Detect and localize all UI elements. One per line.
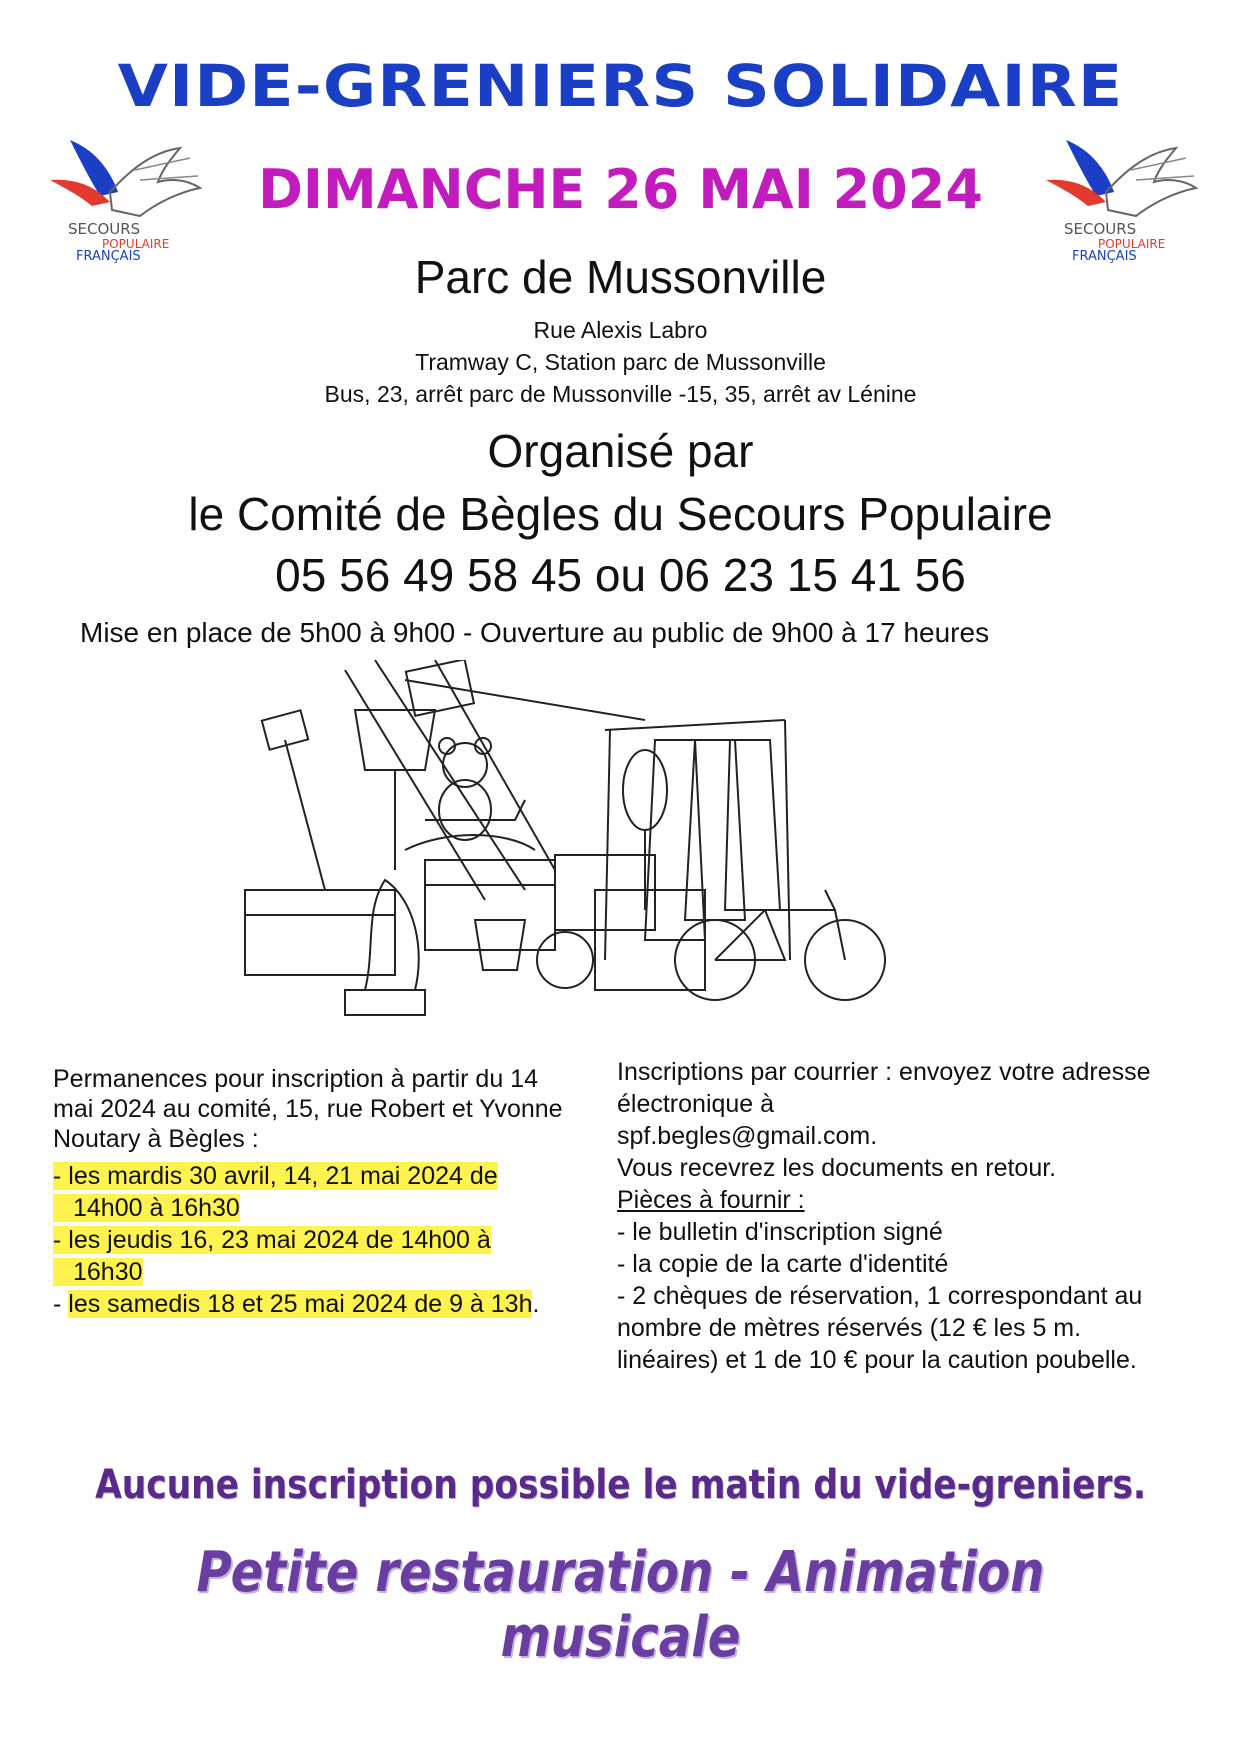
- registration-mail: [617, 1056, 1177, 1376]
- list-item: - les jeudis 16, 23 mai 2024 de 14h00 à 16h30: [53, 1226, 491, 1286]
- attic-illustration: [225, 660, 985, 1020]
- opening-hours: Mise en place de 5h00 à 9h00 - Ouverture au public de 9h00 à 17 heures: [80, 617, 990, 648]
- organizer-intro: Organisé par: [487, 425, 754, 477]
- logo-text-line2: POPULAIRE: [1098, 237, 1166, 251]
- list-item: - 2 chèques de réservation, 1 correspondant au nombre de mètres réservés (12 € les 5 m. linéaires) et 1 de 10 € pour la caution poubelle.: [617, 1282, 1143, 1374]
- location-bus: Bus, 23, arrêt parc de Mussonville -15, 35, arrêt av Lénine: [324, 381, 917, 407]
- logo-text-line1: SECOURS: [1064, 220, 1137, 238]
- organizer-name: le Comité de Bègles du Secours Populaire: [188, 488, 1053, 540]
- logo-text-line1: SECOURS: [68, 220, 141, 238]
- list-item: - les samedis 18 et 25 mai 2024 de 9 à 13h.: [53, 1290, 540, 1318]
- location-name: Parc de Mussonville: [414, 251, 827, 303]
- list-item: - la copie de la carte d'identité: [617, 1250, 949, 1278]
- organizer-phones: 05 56 49 58 45 ou 06 23 15 41 56: [275, 549, 966, 601]
- location-street: Rue Alexis Labro: [533, 317, 708, 343]
- page-title: VIDE-GRENIERS SOLIDAIRE: [117, 52, 1124, 120]
- warning-text: Aucune inscription possible le matin du vide-greniers.: [95, 1462, 1146, 1508]
- list-item: - les mardis 30 avril, 14, 21 mai 2024 de 14h00 à 16h30: [53, 1162, 498, 1222]
- logo-text-line3: FRANÇAIS: [1072, 249, 1137, 264]
- registration-in-person-intro: Permanences pour inscription à partir du 14 mai 2024 au comité, 15, rue Robert et Yvonne Noutary à Bègles :: [53, 1065, 563, 1153]
- registration-dates-list: [53, 1160, 563, 1320]
- location-tram: Tramway C, Station parc de Mussonville: [415, 349, 826, 375]
- footer-text: Petite restauration - Animation musicale: [196, 1540, 1045, 1670]
- registration-mail-intro: Inscriptions par courrier : envoyez votre adresse électronique à: [617, 1058, 1151, 1118]
- attic-junk-drawing: [225, 660, 985, 1020]
- logo-text-line2: POPULAIRE: [102, 237, 170, 251]
- logo-text-line3: FRANÇAIS: [76, 249, 141, 264]
- contact-email: spf.begles@gmail.com.: [617, 1122, 878, 1150]
- event-date: DIMANCHE 26 MAI 2024: [258, 158, 983, 221]
- pieces-title: Pièces à fournir :: [617, 1186, 805, 1214]
- registration-mail-note: Vous recevrez les documents en retour.: [617, 1154, 1057, 1182]
- list-item: - le bulletin d'inscription signé: [617, 1218, 943, 1246]
